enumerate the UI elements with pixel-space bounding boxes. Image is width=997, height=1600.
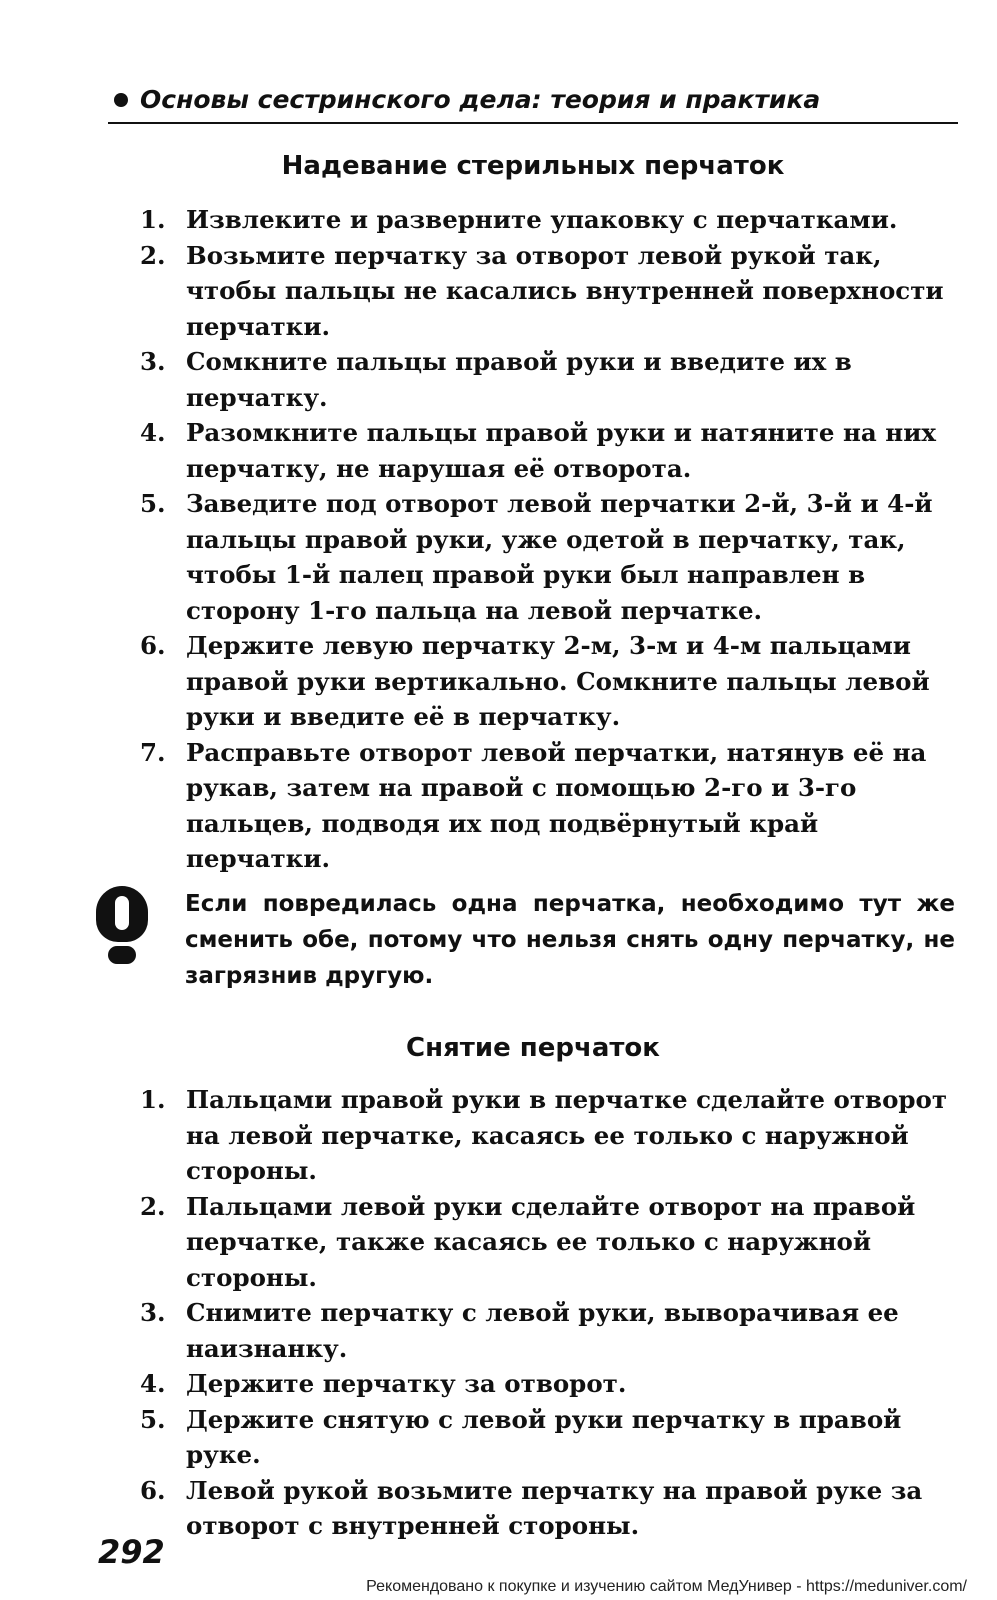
step-number: 2. [140,1191,166,1221]
step-number: 4. [140,1369,166,1398]
warning-note [88,886,960,996]
running-head-text: Основы сестринского дела: теория и практика [140,85,821,114]
removal-steps-list [140,1082,960,1544]
step-text: Заведите под отворот левой перчатки 2-й, 3-й и 4-й пальцы правой руки, уже одетой в перчатку, так, чтобы 1-й палец правой руки был направлен в сторону 1-го пальца на левой перчатке. [186,489,933,625]
step-text: Снимите перчатку с левой руки, выворачивая ее наизнанку. [186,1298,899,1363]
step-number: 5. [140,1404,166,1434]
step-text: Разомкните пальцы правой руки и натяните на них перчатку, не нарушая её отворота. [186,418,937,483]
step-number: 6. [140,1475,166,1505]
page-number: 292 [98,1533,165,1571]
step-text: Держите левую перчатку 2-м, 3-м и 4-м пальцами правой руки вертикально. Сомкните пальцы левой руки и введите её в перчатку. [186,631,930,731]
list-item [140,202,960,238]
step-number: 3. [140,347,166,376]
list-item [140,415,960,486]
donning-steps-list [140,202,960,877]
warning-text: Если повредилась одна перчатка, необходимо тут же сменить обе, потому что нельзя снять одну перчатку, не загрязнив другую. [185,891,955,989]
step-text: Левой рукой возьмите перчатку на правой руке за отворот с внутренней стороны. [186,1475,923,1540]
step-number: 1. [140,1085,166,1114]
list-item [140,238,960,345]
step-number: 5. [140,489,166,518]
list-item [140,735,960,877]
step-number: 2. [140,240,166,270]
step-text: Пальцами левой руки сделайте отворот на правой перчатке, также касаясь ее только с наружной стороны. [186,1191,916,1292]
section-title-removing-gloves: Снятие перчаток [406,1033,660,1063]
list-item [140,1366,960,1402]
list-item [140,1402,960,1473]
step-text: Сомкните пальцы правой руки и введите их в перчатку. [186,347,852,412]
step-text: Держите снятую с левой руки перчатку в правой руке. [186,1404,902,1469]
exclamation-icon [96,886,148,962]
step-number: 3. [140,1298,166,1327]
section-title-donning-gloves: Надевание стерильных перчаток [281,151,785,181]
step-text: Возьмите перчатку за отворот левой рукой так, чтобы пальцы не касались внутренней поверхности перчатки. [186,240,944,341]
step-number: 4. [140,418,166,447]
bullet-icon [114,93,128,107]
list-item [140,486,960,628]
step-text: Пальцами правой руки в перчатке сделайте отворот на левой перчатке, касаясь ее только с наружной стороны. [186,1085,948,1185]
step-text: Расправьте отворот левой перчатки, натянув её на рукав, затем на правой с помощью 2-го и 3-го пальцев, подводя их под подвёрнутый край перчатки. [186,737,927,873]
step-text: Извлеките и разверните упаковку с перчатками. [186,205,898,234]
running-head [108,78,958,124]
step-number: 6. [140,631,166,660]
list-item [140,628,960,735]
list-item [140,1295,960,1366]
list-item [140,344,960,415]
list-item [140,1473,960,1544]
step-number: 7. [140,737,166,767]
step-text: Держите перчатку за отворот. [186,1369,627,1398]
footer-note: Рекомендовано к покупке и изучению сайтом МедУнивер - https://meduniver.com/ [366,1578,967,1595]
step-number: 1. [140,205,166,234]
list-item [140,1189,960,1296]
list-item [140,1082,960,1189]
